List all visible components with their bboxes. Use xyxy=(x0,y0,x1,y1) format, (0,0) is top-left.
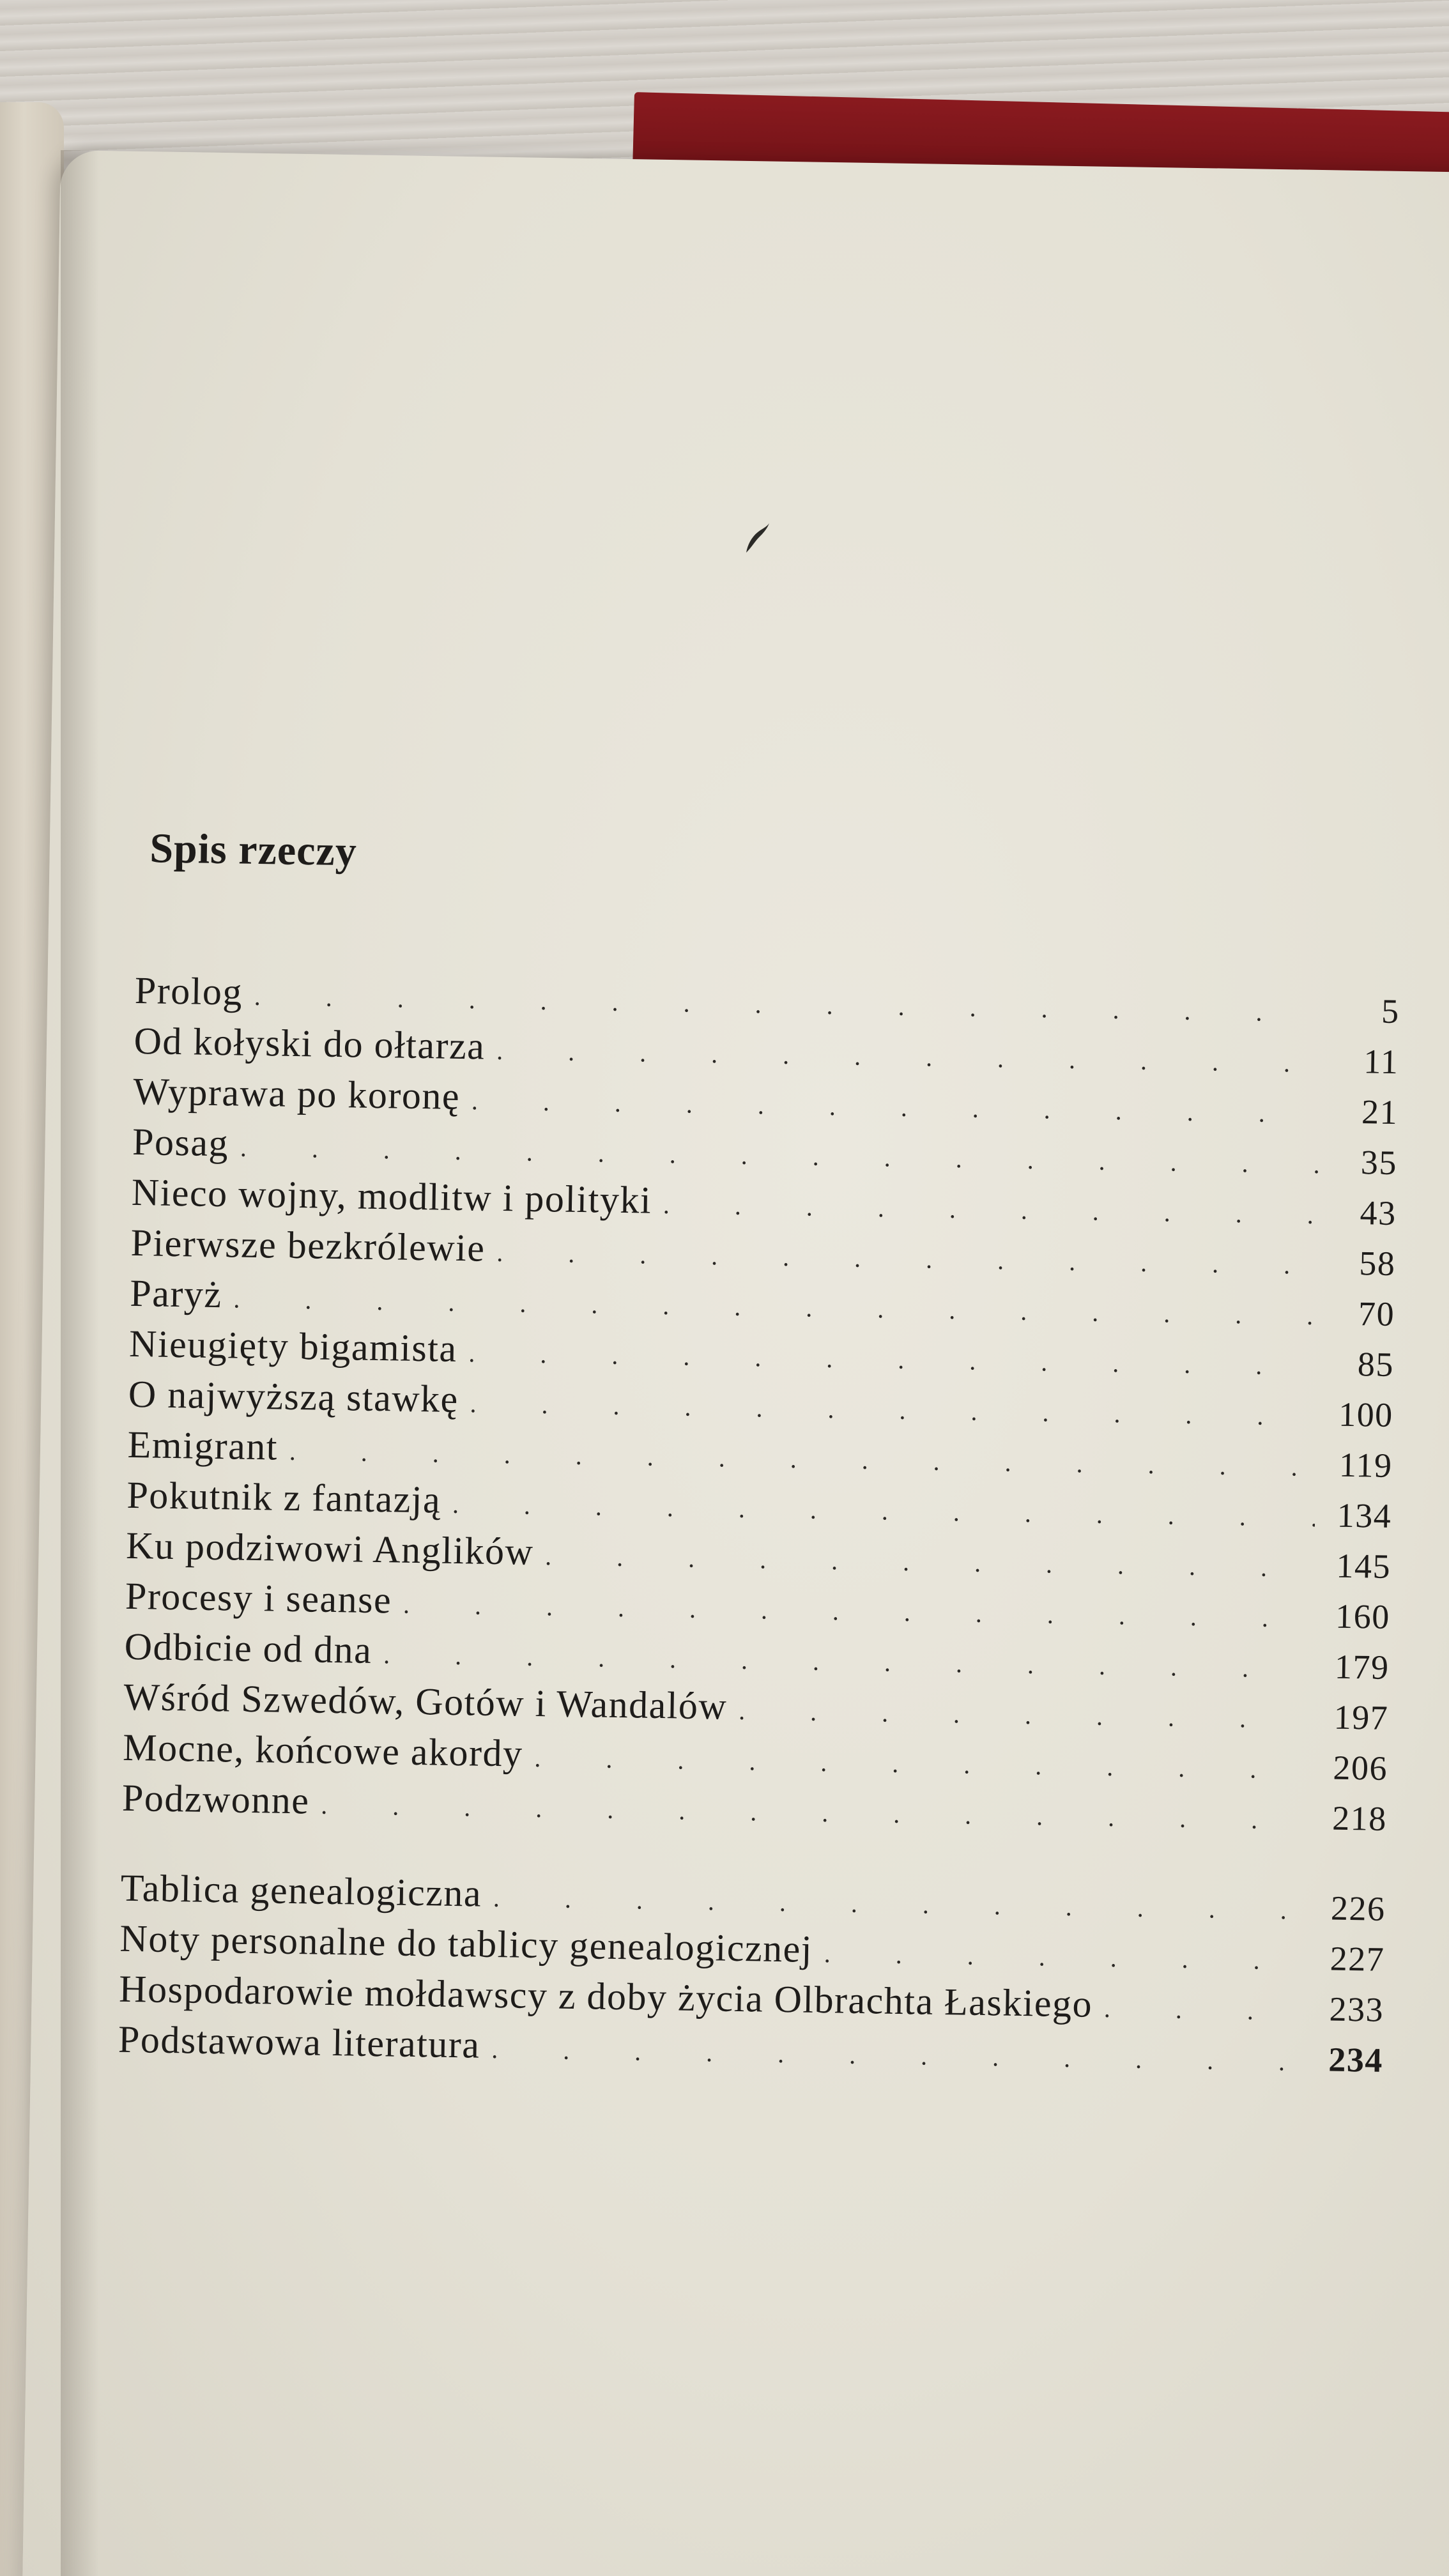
toc-entry-title: Nieugięty bigamista xyxy=(128,1322,458,1370)
leader-dots xyxy=(403,1590,1314,1634)
table-of-contents xyxy=(118,824,1402,2088)
toc-entry-page: 227 xyxy=(1330,1939,1385,1979)
toc-entry-page: 197 xyxy=(1333,1698,1389,1737)
leader-dots xyxy=(468,1338,1317,1381)
toc-entry-page: 11 xyxy=(1363,1042,1399,1082)
leader-dots xyxy=(496,1036,1322,1078)
leader-dots xyxy=(289,1436,1316,1482)
toc-entry-page: 5 xyxy=(1381,992,1400,1031)
leader-dots xyxy=(491,2034,1307,2077)
toc-entry-page: 226 xyxy=(1330,1889,1386,1928)
toc-entry-title: Podstawowa literatura xyxy=(118,2018,480,2066)
toc-entry-title: Podzwonne xyxy=(121,1776,310,1822)
toc-entry-page: 100 xyxy=(1338,1395,1394,1434)
toc-entry-title: Paryż xyxy=(129,1271,223,1316)
toc-entry-page: 43 xyxy=(1360,1193,1397,1233)
toc-entry-page: 21 xyxy=(1361,1092,1399,1132)
toc-entry-page: 134 xyxy=(1337,1496,1392,1535)
leader-dots xyxy=(1104,1993,1308,2027)
toc-title: Spis rzeczy xyxy=(149,825,358,875)
leader-dots xyxy=(534,1743,1311,1785)
toc-entry-title: Wyprawa po koronę xyxy=(132,1070,461,1117)
toc-entry-page: 160 xyxy=(1335,1597,1391,1636)
toc-entry-page: 218 xyxy=(1331,1798,1388,1838)
toc-entry-title: Noty personalne do tablicy genealogicznej xyxy=(119,1917,813,1970)
leader-dots xyxy=(493,1883,1309,1926)
toc-entry-title: Tablica genealogiczna xyxy=(120,1866,482,1915)
leader-dots xyxy=(545,1541,1314,1583)
toc-chapter-list xyxy=(121,969,1400,1846)
toc-entry-title: Posag xyxy=(132,1120,229,1165)
toc-entry-title: O najwyższą stawkę xyxy=(128,1372,459,1421)
toc-entry-title: Pierwsze bezkrólewie xyxy=(130,1221,486,1269)
leader-dots xyxy=(471,1085,1322,1129)
toc-entry-page: 85 xyxy=(1357,1345,1395,1384)
toc-entry-page: 206 xyxy=(1333,1748,1388,1788)
gutter-shadow xyxy=(61,150,99,2576)
toc-entry-page: 58 xyxy=(1358,1244,1396,1284)
leader-dots xyxy=(739,1696,1312,1735)
toc-entry-page: 119 xyxy=(1338,1445,1393,1485)
leader-dots xyxy=(383,1639,1313,1684)
leader-dots xyxy=(321,1790,1310,1836)
toc-entry-page: 145 xyxy=(1336,1546,1392,1586)
leader-dots xyxy=(254,981,1323,1028)
toc-appendix-list xyxy=(118,1866,1386,2088)
toc-entry-title: Wśród Szwedów, Gotów i Wandalów xyxy=(123,1675,728,1728)
leader-dots xyxy=(496,1238,1319,1280)
toc-entry-page: 233 xyxy=(1329,1989,1384,2029)
leader-dots xyxy=(452,1489,1315,1533)
toc-entry-page: 179 xyxy=(1334,1647,1390,1687)
toc-entry-title: Ku podziwowi Anglików xyxy=(125,1524,534,1573)
toc-entry-title: Pokutnik z fantazją xyxy=(126,1473,441,1521)
toc-entry-page: 70 xyxy=(1358,1294,1395,1334)
toc-entry-title: Mocne, końcowe akordy xyxy=(122,1726,524,1775)
leader-dots xyxy=(663,1190,1320,1230)
leader-dots xyxy=(240,1133,1321,1180)
toc-entry-title: Hospodarowie mołdawscy z doby życia Olbrachta Łaskiego xyxy=(118,1967,1093,2025)
ink-speck-mark xyxy=(741,521,770,555)
toc-entry-page: 35 xyxy=(1360,1143,1398,1183)
toc-entry-title: Prolog xyxy=(134,969,243,1013)
toc-entry-title: Procesy i seanse xyxy=(125,1574,392,1621)
leader-dots xyxy=(824,1938,1308,1976)
toc-entry-title: Odbicie od dna xyxy=(124,1625,372,1671)
toc-entry-page: 234 xyxy=(1328,2040,1384,2080)
toc-entry-title: Nieco wojny, modlitw i polityki xyxy=(131,1170,652,1222)
leader-dots xyxy=(233,1284,1318,1331)
leader-dots xyxy=(470,1388,1317,1432)
toc-entry-title: Emigrant xyxy=(127,1423,279,1468)
toc-entry-title: Od kołyski do ołtarza xyxy=(134,1019,486,1068)
